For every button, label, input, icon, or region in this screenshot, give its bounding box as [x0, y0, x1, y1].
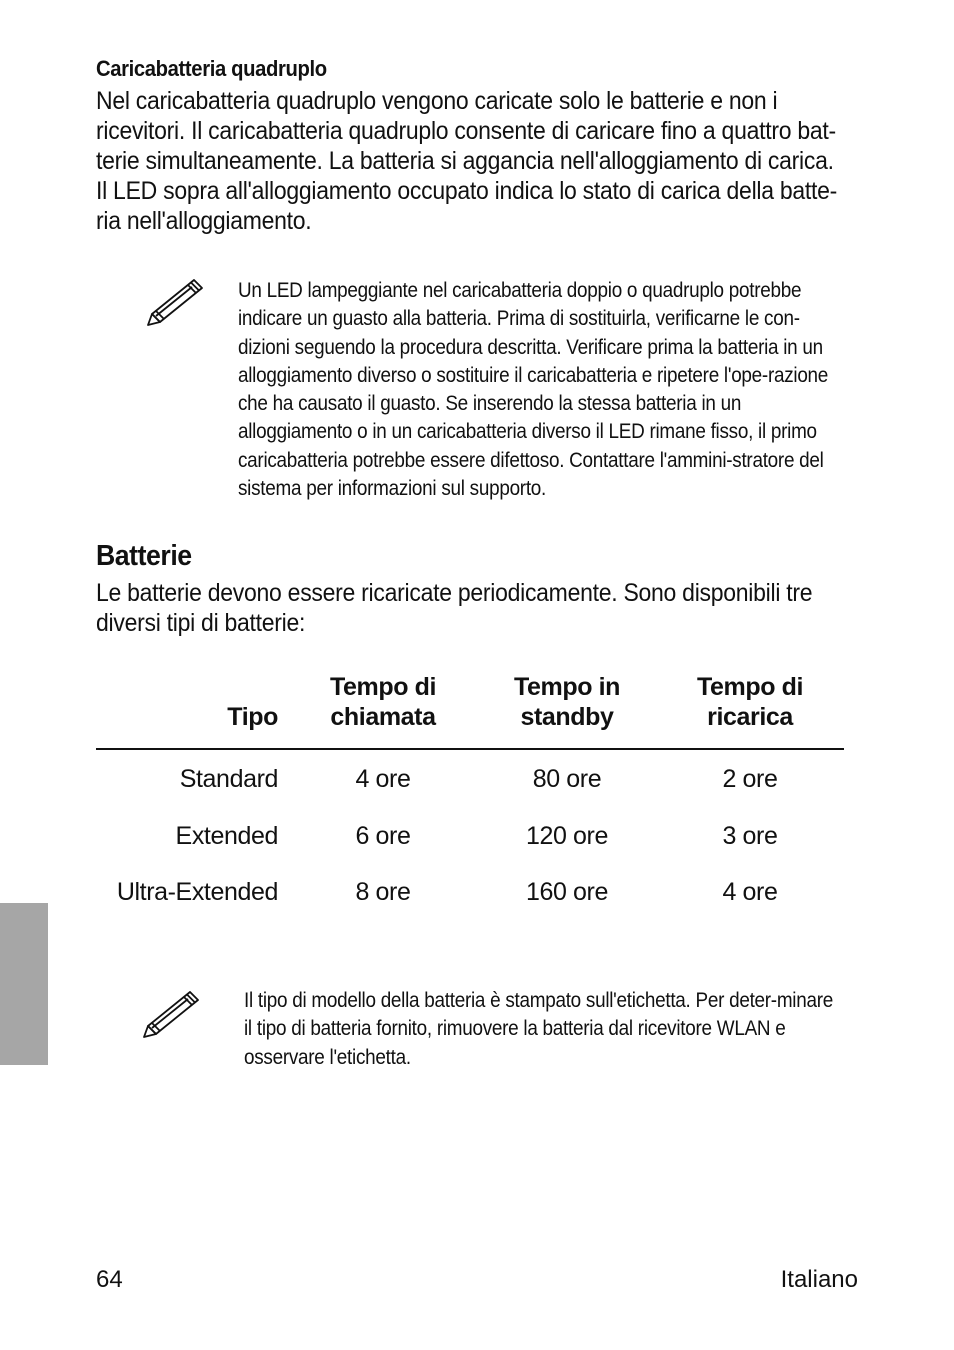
- cell-standby: 120 ore: [526, 821, 608, 850]
- cell-tipo: Ultra-Extended: [116, 878, 278, 906]
- section-title-batterie: Batterie: [96, 540, 192, 572]
- cell-chiamata: 4 ore: [355, 765, 411, 793]
- table-row: [96, 756, 844, 813]
- pencil-icon: [144, 274, 210, 328]
- note-led-warning: Un LED lampeggiante nel caricabatteria doppio o quadruplo potrebbe indicare un guasto alla batteria. Prima di sostituirla, verificarne le con-dizioni seguendo la procedura descritta. Verificare prima la batteria in un alloggiamento diverso o sostituire il caricabatteria e ripetere l'ope-razione che ha causato il guasto. Se inserendo la stessa batteria in un alloggiamento o in un caricabatteria diverso il LED rimane fisso, il primo caricabatteria potrebbe essere difettoso. Contattare l'ammini-stratore del sistema per informazioni sul supporto.: [238, 279, 829, 501]
- battery-table: [96, 672, 844, 926]
- page-number: 64: [96, 1266, 123, 1293]
- note-battery-label: Il tipo di modello della batteria è stampato sull'etichetta. Per deter-minare il tipo di batteria fornito, rimuovere la batteria dal ricevitore WLAN e osservare l'etichetta.: [244, 989, 833, 1069]
- quad-charger-paragraph: Nel caricabatteria quadruplo vengono caricate solo le batterie e non i ricevitori. Il caricabatteria quadruplo consente di caricare fino a quattro bat-terie simultaneamente. La batteria si aggancia nell'alloggiamento di carica. Il LED sopra all'alloggiamento occupato indica lo stato di carica della batte-ria nell'alloggiamento.: [96, 87, 838, 235]
- cell-ricarica: 4 ore: [722, 878, 778, 906]
- cell-ricarica: 2 ore: [722, 765, 778, 793]
- cell-standby: 160 ore: [526, 878, 608, 906]
- footer-language: Italiano: [780, 1266, 858, 1293]
- header-tempo-chiamata: Tempo di chiamata: [329, 673, 437, 731]
- chapter-side-tab: [0, 903, 48, 1065]
- header-tipo: Tipo: [227, 703, 278, 731]
- table-row: [96, 869, 844, 926]
- cell-chiamata: 6 ore: [355, 821, 411, 850]
- subheading-quad-charger: Caricabatteria quadruplo: [96, 56, 327, 81]
- table-header: [96, 672, 844, 750]
- cell-standby: 80 ore: [532, 765, 602, 793]
- table-body: [96, 750, 844, 926]
- cell-chiamata: 8 ore: [355, 878, 411, 906]
- header-tempo-standby: Tempo in standby: [513, 673, 621, 731]
- header-tempo-ricarica: Tempo di ricarica: [696, 673, 804, 731]
- cell-tipo: Standard: [179, 765, 278, 793]
- cell-tipo: Extended: [175, 821, 278, 850]
- cell-ricarica: 3 ore: [722, 821, 778, 850]
- batterie-paragraph: Le batterie devono essere ricaricate periodicamente. Sono disponibili tre diversi tipi di batterie:: [96, 579, 813, 637]
- table-row: [96, 813, 844, 870]
- pencil-icon: [140, 986, 206, 1040]
